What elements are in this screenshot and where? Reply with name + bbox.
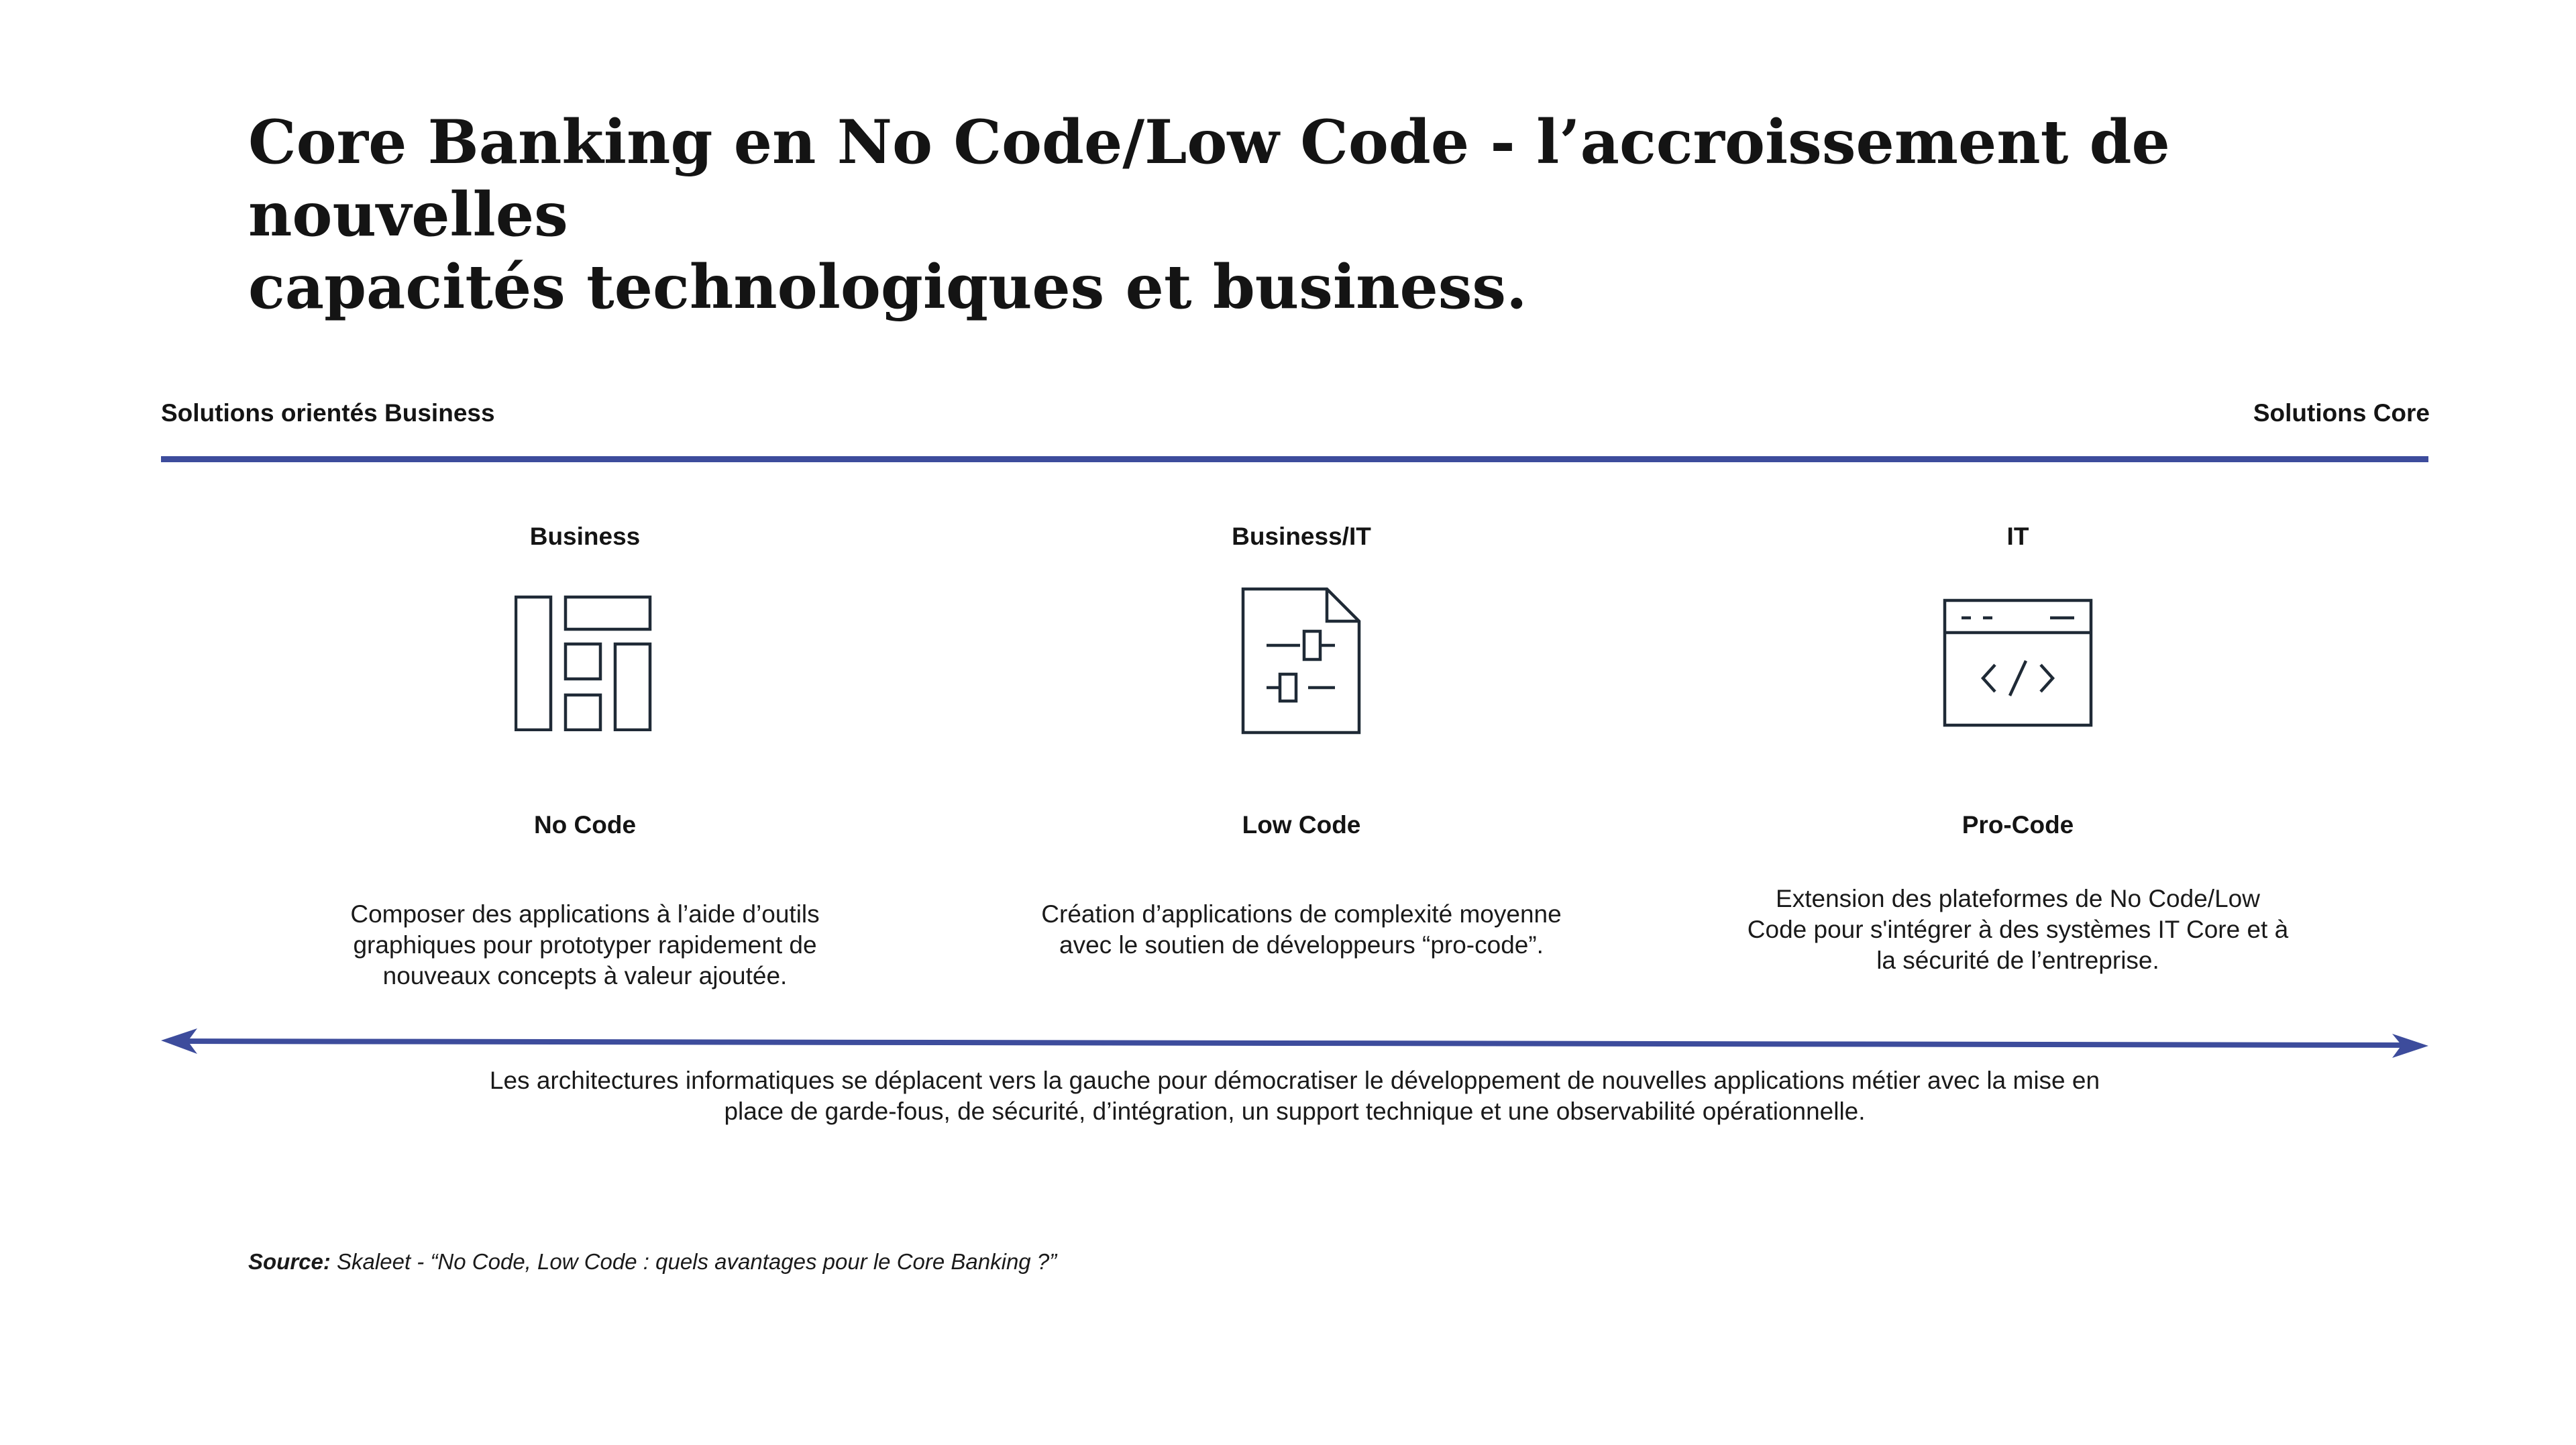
document-sliders-icon [1241, 587, 1362, 735]
title-line-2: capacités technologiques et business. [248, 252, 1527, 323]
bidirectional-arrow [161, 1026, 2428, 1060]
source-text: Skaleet - “No Code, Low Code : quels avantages pour le Core Banking ?” [330, 1249, 1057, 1274]
title-line-1: Core Banking en No Code/Low Code - l’accroissement de nouvelles [248, 107, 2170, 250]
code-window-icon [1943, 594, 2093, 728]
column-description: Extension des plateformes de No Code/Low Code pour s'intégrer à des systèmes IT Core et à la sécurité de l’entreprise. [1747, 885, 2289, 974]
column-pro-code [1716, 517, 2320, 976]
column-category: IT [2006, 523, 2029, 550]
column-mode: Low Code [1242, 811, 1361, 839]
column-mode: Pro-Code [1962, 811, 2074, 839]
column-no-code [283, 517, 887, 992]
axis-right-label: Solutions Core [2253, 399, 2430, 427]
column-description: Composer des applications à l’aide d’outils graphiques pour prototyper rapidement de nouveaux concepts à valeur ajoutée. [350, 900, 820, 989]
footnote-text: Les architectures informatiques se déplacent vers la gauche pour démocratiser le développement de nouvelles applications métier avec la mise en place de garde-fous, de sécurité, d’intégration, un support technique et une observabilité opérationnelle. [489, 1067, 2100, 1125]
column-description: Création d’applications de complexité moyenne avec le soutien de développeurs “pro-code”. [1041, 900, 1562, 959]
axis-top-rule [161, 456, 2428, 462]
column-low-code [1000, 517, 1603, 961]
layout-blocks-icon [515, 590, 655, 731]
column-mode: No Code [533, 811, 637, 839]
column-category: Business [529, 523, 641, 550]
axis-left-label: Solutions orientés Business [161, 399, 495, 427]
source-label: Source: [248, 1249, 331, 1274]
column-category: Business/IT [1232, 523, 1371, 550]
source-citation [248, 1249, 1057, 1275]
page-title [248, 106, 2261, 323]
